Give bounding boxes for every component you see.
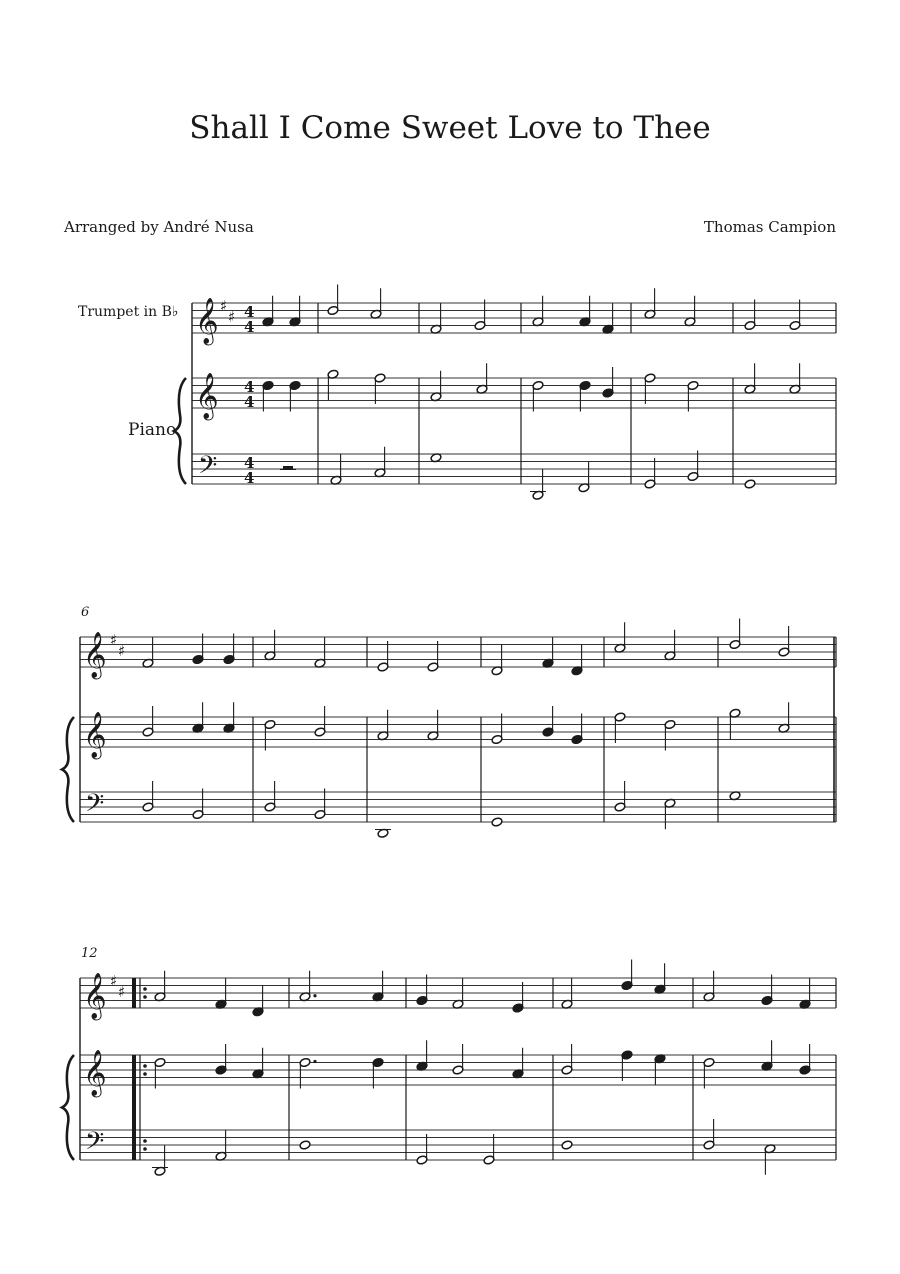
note xyxy=(262,380,274,411)
piano-label: Piano xyxy=(128,420,177,440)
note xyxy=(654,1054,666,1085)
note xyxy=(744,363,756,394)
time-signature-bottom: 4 xyxy=(244,469,255,487)
piano-bass-staff xyxy=(80,1130,836,1160)
note xyxy=(512,982,524,1013)
note xyxy=(621,960,633,991)
note xyxy=(452,978,464,1009)
note xyxy=(262,296,274,327)
note xyxy=(452,1044,464,1075)
note xyxy=(370,288,382,319)
measure-number-6: 6 xyxy=(81,605,90,620)
note xyxy=(602,303,614,334)
piano-treble-staff xyxy=(192,378,836,408)
note xyxy=(764,1144,776,1175)
note xyxy=(416,1040,428,1071)
note xyxy=(789,363,801,394)
sharp-icon: ♯ xyxy=(118,642,126,660)
note xyxy=(476,363,488,394)
bass-clef-icon: 𝄢 xyxy=(198,451,218,486)
repeat-dot xyxy=(143,1072,147,1076)
sharp-icon: ♯ xyxy=(110,631,118,649)
note xyxy=(372,971,384,1002)
note xyxy=(142,637,154,668)
note xyxy=(532,380,544,411)
note xyxy=(761,975,773,1006)
note xyxy=(314,789,326,820)
note xyxy=(264,781,276,812)
note xyxy=(299,1057,317,1088)
note xyxy=(314,706,326,737)
measure-number-12: 12 xyxy=(81,946,98,961)
note xyxy=(327,369,339,400)
note xyxy=(654,963,666,994)
sharp-icon: ♯ xyxy=(220,297,228,315)
note xyxy=(330,454,342,485)
bass-clef-icon: 𝄢 xyxy=(85,789,105,824)
note xyxy=(703,971,715,1002)
note xyxy=(299,1140,311,1150)
note xyxy=(799,1044,811,1075)
note xyxy=(223,702,235,733)
note xyxy=(152,1145,168,1176)
note xyxy=(621,1050,633,1081)
note xyxy=(289,380,301,411)
notehead xyxy=(491,817,503,827)
note xyxy=(561,1140,573,1150)
sharp-icon: ♯ xyxy=(118,983,126,1001)
notehead xyxy=(299,1140,311,1150)
brace-icon xyxy=(62,717,74,822)
note xyxy=(374,373,386,404)
note xyxy=(687,451,699,482)
note xyxy=(375,828,391,838)
note xyxy=(614,781,626,812)
note xyxy=(192,789,204,820)
note xyxy=(299,971,317,1002)
note xyxy=(142,781,154,812)
note xyxy=(703,1057,715,1088)
note xyxy=(687,380,699,411)
repeat-dot xyxy=(143,995,147,999)
dot xyxy=(313,1060,316,1063)
note xyxy=(377,641,389,672)
note xyxy=(416,1134,428,1165)
note xyxy=(491,817,503,827)
note xyxy=(264,630,276,661)
note xyxy=(430,303,442,334)
page-title: Shall I Come Sweet Love to Thee xyxy=(189,110,711,146)
dot xyxy=(313,994,316,997)
note xyxy=(430,371,442,402)
note xyxy=(561,1044,573,1075)
note xyxy=(729,619,741,650)
note xyxy=(192,634,204,665)
note xyxy=(778,626,790,657)
note xyxy=(252,986,264,1017)
repeat-dot xyxy=(143,1147,147,1151)
note xyxy=(579,380,591,411)
bass-clef-icon: 𝄢 xyxy=(85,1127,105,1162)
note xyxy=(729,708,741,739)
note xyxy=(154,971,166,1002)
note xyxy=(215,1130,227,1161)
note xyxy=(644,458,656,489)
treble-clef-icon: 𝄞 xyxy=(83,973,107,1019)
note xyxy=(561,978,573,1009)
note xyxy=(377,710,389,741)
note xyxy=(532,296,544,327)
note xyxy=(252,1048,264,1079)
time-signature-bottom: 4 xyxy=(244,393,255,411)
notehead xyxy=(561,1140,573,1150)
trumpet-staff xyxy=(192,303,836,333)
note xyxy=(314,637,326,668)
time-signature-top: 4 xyxy=(244,303,255,321)
note xyxy=(474,300,486,331)
note xyxy=(372,1057,384,1088)
treble-clef-icon: 𝄞 xyxy=(83,1050,107,1096)
treble-clef-icon: 𝄞 xyxy=(83,712,107,758)
treble-clef-icon: 𝄞 xyxy=(195,373,219,419)
note xyxy=(215,1044,227,1075)
note xyxy=(374,447,386,478)
note xyxy=(664,798,676,829)
time-signature-top: 4 xyxy=(244,378,255,396)
note xyxy=(664,630,676,661)
note xyxy=(761,1040,773,1071)
repeat-sign-icon xyxy=(132,978,136,1008)
note xyxy=(778,702,790,733)
brace-icon xyxy=(174,378,186,484)
note xyxy=(542,706,554,737)
note xyxy=(416,975,428,1006)
note xyxy=(289,296,301,327)
treble-clef-icon: 𝄞 xyxy=(195,298,219,344)
note xyxy=(602,367,614,398)
note xyxy=(192,702,204,733)
time-signature-bottom: 4 xyxy=(244,318,255,336)
note xyxy=(491,714,503,745)
composer-credit: Thomas Campion xyxy=(703,218,836,236)
repeat-dot xyxy=(143,1139,147,1143)
sharp-icon: ♯ xyxy=(228,308,236,326)
note xyxy=(530,469,546,500)
repeat-sign-icon xyxy=(132,1055,136,1160)
trumpet-label: Trumpet in B♭ xyxy=(78,304,179,320)
note xyxy=(578,462,590,493)
note xyxy=(264,719,276,750)
note xyxy=(427,641,439,672)
note xyxy=(614,622,626,653)
time-signature-top: 4 xyxy=(244,454,255,472)
note xyxy=(614,712,626,743)
treble-clef-icon: 𝄞 xyxy=(83,632,107,678)
repeat-dot xyxy=(143,987,147,991)
note xyxy=(327,285,339,316)
note xyxy=(427,710,439,741)
note xyxy=(703,1119,715,1150)
note xyxy=(512,1048,524,1079)
arranger-credit: Arranged by André Nusa xyxy=(64,218,254,236)
repeat-dot xyxy=(143,1064,147,1068)
half-rest xyxy=(283,466,293,470)
note xyxy=(571,714,583,745)
note xyxy=(491,645,503,676)
note xyxy=(684,296,696,327)
note xyxy=(154,1057,166,1088)
note xyxy=(789,300,801,331)
note xyxy=(744,479,756,489)
notehead xyxy=(744,479,756,489)
note xyxy=(215,978,227,1009)
brace-icon xyxy=(62,1055,74,1160)
note xyxy=(799,978,811,1009)
note xyxy=(744,300,756,331)
note xyxy=(142,706,154,737)
note xyxy=(644,288,656,319)
note xyxy=(579,296,591,327)
sharp-icon: ♯ xyxy=(110,972,118,990)
piano-treble-staff xyxy=(80,717,836,747)
note xyxy=(483,1134,495,1165)
note xyxy=(223,634,235,665)
note xyxy=(542,637,554,668)
note xyxy=(644,373,656,404)
note xyxy=(571,645,583,676)
note xyxy=(664,719,676,750)
